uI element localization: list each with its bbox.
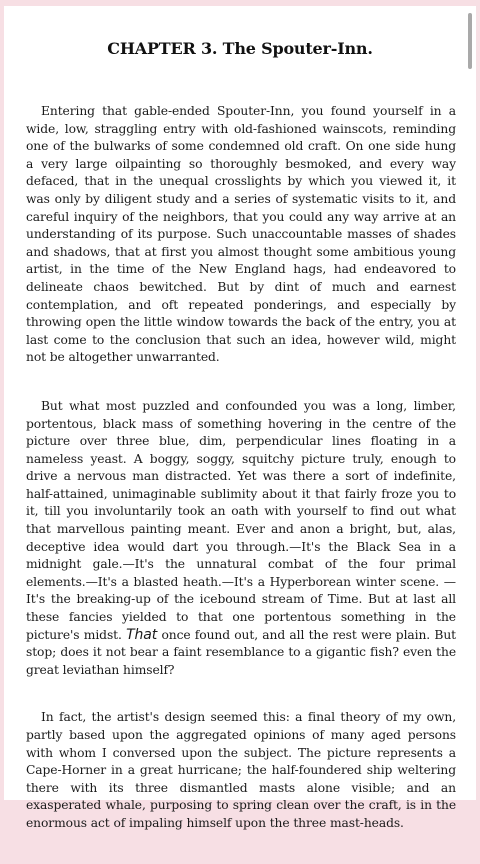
reader-page[interactable] <box>4 6 476 830</box>
paragraph-3: In fact, the artist's design seemed this: a final theory of my own, partly based upon the aggregated opinions of many aged persons with whom I conversed upon the subject. The picture represents a Cape-Horner in a great hurricane; the half-foundered ship weltering there with its three dismantled masts alone visible; and an exasperated whale, purposing to spring clean over the craft, is in the enormous act of impaling himself upon the three mast-heads. <box>26 710 456 830</box>
paragraph-1: Entering that gable-ended Spouter-Inn, you found yourself in a wide, low, straggling entry with old-fashioned wainscots, reminding one of the bulwarks of some condemned old craft. On one side hung a very large oilpainting so thoroughly besmoked, and every way defaced, that in the unequal crosslights by which you viewed it, it was only by diligent study and a series of systematic visits to it, and careful inquiry of the neighbors, that you could any way arrive at an understanding of its purpose. Such unaccountable masses of shades and shadows, that at first you almost thought some ambitious young artist, in the time of the New England hags, had endeavored to delineate chaos bewitched. But by dint of much and earnest contemplation, and oft repeated ponderings, and especially by throwing open the little window towards the back of the entry, you at last come to the conclusion that such an idea, however wild, might not be altogether unwarranted. <box>26 104 456 365</box>
paragraph-2-text-before: But what most puzzled and confounded you was a long, limber, portentous, black mass of something hovering in the centre of the picture over three blue, dim, perpendicular lines floating in a nameless yeast. A boggy, soggy, squitchy picture truly, enough to drive a nervous man distracted. Yet was there a sort of indefinite, half-attained, unimaginable sublimity about it that fairly froze you to it, till you involuntarily took an oath with yourself to find out what that marvellous painting meant. Ever and anon a bright, but, alas, deceptive idea would dart you through.—It's the Black Sea in a midnight gale.—It's the unnatural combat of the four primal elements.—It's a blasted heath.—It's a Hyperborean winter scene. —It's the breaking-up of the icebound stream of Time. But at last all these fancies yielded to that one portentous something in the picture's midst. <box>26 398 456 642</box>
paragraph-2 <box>26 398 456 680</box>
paragraph-2-emphasis: That <box>126 626 158 643</box>
chapter-body <box>26 103 456 864</box>
paragraph-2-text-after: once found out, and all the rest were plain. But stop; does it not bear a faint resemblance to a gigantic fish? even the great leviathan himself? <box>26 627 456 677</box>
chapter-title: CHAPTER 3. The Spouter-Inn. <box>107 39 373 58</box>
